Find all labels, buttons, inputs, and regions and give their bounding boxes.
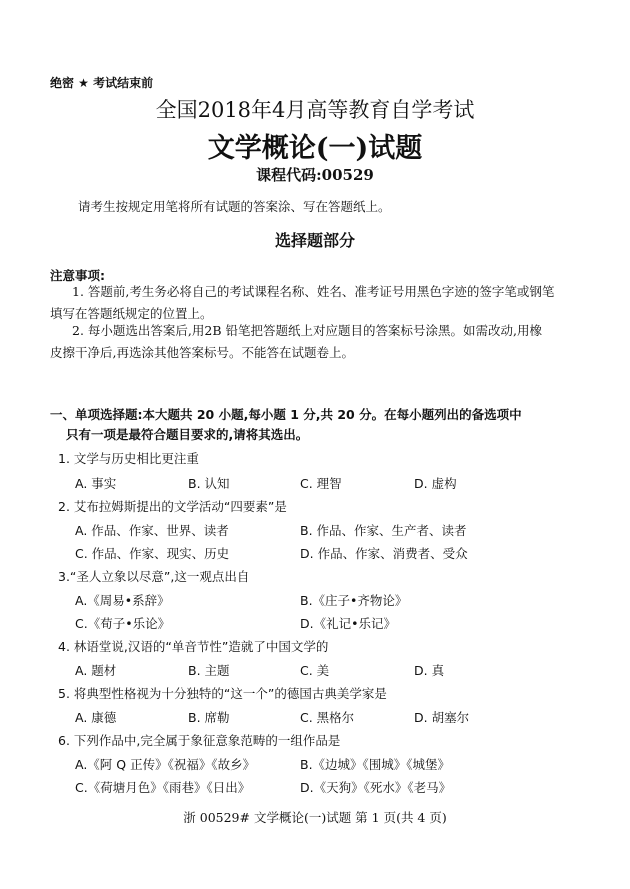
section-heading-line-1: 一、单项选择题:本大题共 20 小题,每小题 1 分,共 20 分。在每小题列出的备选项中 xyxy=(50,407,522,422)
question-4-option-d: D. 真 xyxy=(414,663,445,678)
question-4-option-a: A. 题材 xyxy=(75,663,117,678)
question-6-option-b: B.《边城》《围城》《城堡》 xyxy=(300,757,451,772)
question-3-option-b: B.《庄子•齐物论》 xyxy=(300,593,408,608)
question-6-option-c: C.《荷塘月色》《雨巷》《日出》 xyxy=(75,780,251,795)
question-2-option-d: D. 作品、作家、消费者、受众 xyxy=(300,546,468,561)
question-3-option-d: D.《礼记•乐记》 xyxy=(300,616,396,631)
exam-title: 全国2018年4月高等教育自学考试 xyxy=(155,98,475,122)
notice-item-2-line-1: 2. 每小题选出答案后,用2B 铅笔把答题纸上对应题目的答案标号涂黑。如需改动,用橡 xyxy=(72,323,542,338)
question-1-option-a: A. 事实 xyxy=(75,476,117,491)
question-6-stem: 6. 下列作品中,完全属于象征意象范畴的一组作品是 xyxy=(58,733,341,748)
course-code: 课程代码:00529 xyxy=(256,166,374,184)
question-3-option-a: A.《周易•系辞》 xyxy=(75,593,170,608)
question-5-option-d: D. 胡塞尔 xyxy=(414,710,470,725)
question-1-option-d: D. 虚构 xyxy=(414,476,457,491)
question-3-option-c: C.《荀子•乐论》 xyxy=(75,616,171,631)
notice-item-2-line-2: 皮擦干净后,再选涂其他答案标号。不能答在试题卷上。 xyxy=(50,345,354,360)
question-6-option-a: A.《阿 Q 正传》《祝福》《故乡》 xyxy=(75,757,256,772)
notice-item-1-line-2: 填写在答题纸规定的位置上。 xyxy=(50,306,213,321)
question-3-stem: 3.“圣人立象以尽意”,这一观点出自 xyxy=(58,569,250,584)
question-4-option-c: C. 美 xyxy=(300,663,330,678)
part-title: 选择题部分 xyxy=(274,231,355,250)
question-5-stem: 5. 将典型性格视为十分独特的“这一个”的德国古典美学家是 xyxy=(58,686,387,701)
question-2-option-a: A. 作品、作家、世界、读者 xyxy=(75,523,229,538)
question-4-option-b: B. 主题 xyxy=(188,663,230,678)
question-5-option-b: B. 席勒 xyxy=(188,710,230,725)
notice-item-1-line-1: 1. 答题前,考生务必将自己的考试课程名称、姓名、准考证号用黑色字迹的签字笔或钢笔 xyxy=(72,284,555,299)
instruction: 请考生按规定用笔将所有试题的答案涂、写在答题纸上。 xyxy=(78,199,391,214)
question-2-stem: 2. 艾布拉姆斯提出的文学活动“四要素”是 xyxy=(58,499,287,514)
question-5-option-c: C. 黑格尔 xyxy=(300,710,355,725)
secret-mark: 绝密 ★ 考试结束前 xyxy=(50,76,154,90)
question-1-option-b: B. 认知 xyxy=(188,476,230,491)
question-6-option-d: D.《天狗》《死水》《老马》 xyxy=(300,780,452,795)
question-4-stem: 4. 林语堂说,汉语的“单音节性”造就了中国文学的 xyxy=(58,639,329,654)
question-5-option-a: A. 康德 xyxy=(75,710,117,725)
section-heading-line-2: 只有一项是最符合题目要求的,请将其选出。 xyxy=(66,427,309,442)
question-2-option-b: B. 作品、作家、生产者、读者 xyxy=(300,523,467,538)
question-1-option-c: C. 理智 xyxy=(300,476,342,491)
question-1-stem: 1. 文学与历史相比更注重 xyxy=(58,451,199,466)
subject-title: 文学概论(一)试题 xyxy=(207,133,423,164)
question-2-option-c: C. 作品、作家、现实、历史 xyxy=(75,546,230,561)
notice-title: 注意事项: xyxy=(50,268,105,283)
page-footer: 浙 00529# 文学概论(一)试题 第 1 页(共 4 页) xyxy=(183,810,447,825)
